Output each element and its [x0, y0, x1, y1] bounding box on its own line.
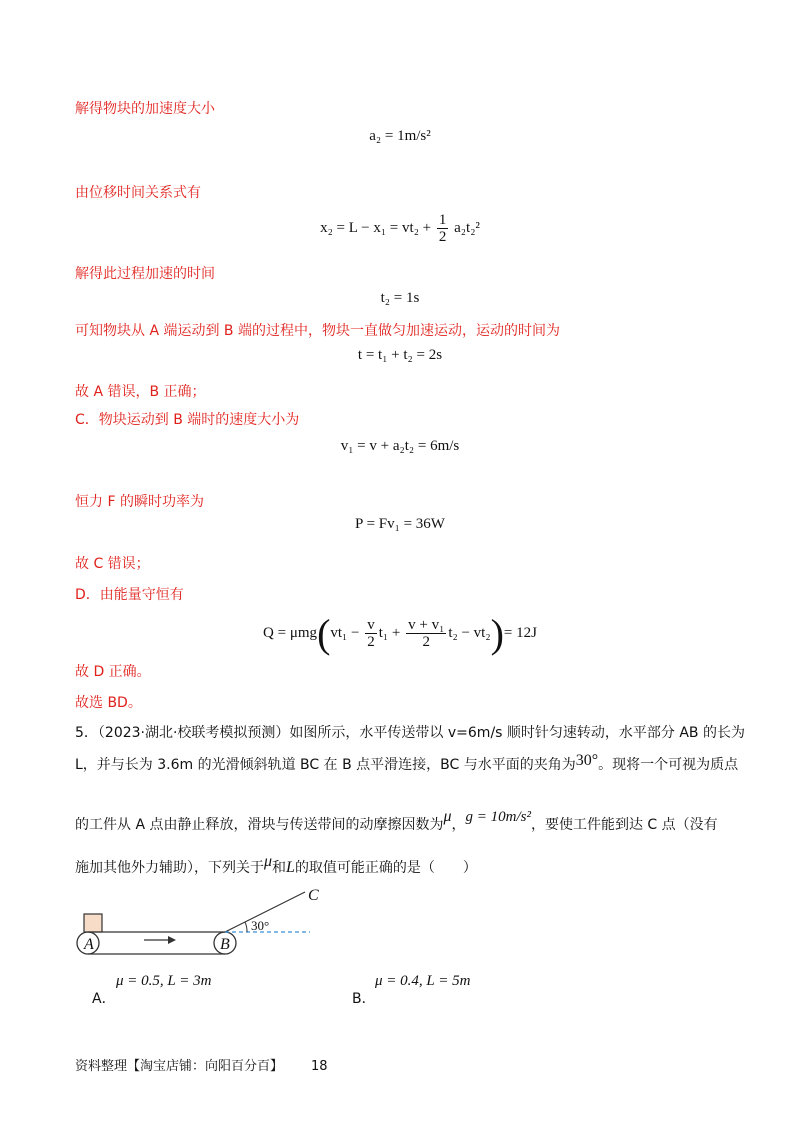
formula-p: P = Fv₁ = 36W [355, 516, 445, 532]
solution-line-11: 故选 BD。 [75, 695, 142, 711]
conveyor-diagram [70, 880, 340, 960]
solution-line-3: 解得此过程加速的时间 [75, 266, 215, 282]
g-value: g = 10m/s² [465, 809, 531, 825]
workpiece-block [84, 914, 102, 932]
formula-q-c: t₁ + [378, 624, 401, 641]
solution-line-4: 可知物块从 A 端运动到 B 端的过程中，物块一直做匀加速运动，运动的时间为 [75, 323, 560, 339]
formula-q-d: t₂ − vt₂ [448, 624, 491, 641]
page-footer [75, 1055, 328, 1074]
comma: ， [451, 817, 466, 833]
paren-right: ) [490, 611, 504, 656]
question-5-line-4c: 的取值可能正确的是（ ） [294, 860, 477, 876]
fraction-vv1-over-2 [406, 617, 446, 650]
question-5-line-3a: 的工件从 A 点由静止释放，滑块与传送带间的动摩擦因数为 [75, 817, 444, 833]
formula-v1: v₁ = v + a₂t₂ = 6m/s [340, 438, 460, 454]
formula-q [0, 610, 800, 657]
fraction-num: v [367, 617, 375, 633]
formula-t2: t₂ = 1s [380, 290, 420, 306]
formula-t: t = t₁ + t₂ = 2s [357, 347, 443, 363]
formula-x2-left: x₂ = L − x₁ = vt₂ + [320, 219, 432, 236]
motion-arrowhead [168, 936, 176, 944]
solution-line-5: 故 A 错误，B 正确； [75, 384, 206, 400]
solution-line-2: 由位移时间关系式有 [75, 185, 201, 201]
paren-left: ( [317, 611, 331, 656]
angle-30: 30° [575, 752, 599, 769]
question-5-line-4 [75, 852, 477, 878]
solution-line-10: 故 D 正确。 [75, 664, 151, 680]
choice-a-label[interactable]: A． [92, 991, 116, 1007]
choice-a-formula: μ = 0.5, L = 3m [116, 973, 212, 989]
question-5-line-2 [75, 751, 738, 775]
question-5-line-3b: ，要使工件能到达 C 点（没有 [530, 817, 718, 833]
formula-x2-right: a₂t₂² [454, 219, 480, 236]
question-5-line-1: 5．（2023·湖北·校联考模拟预测）如图所示，水平传送带以 v=6m/s 顺时针匀速转动，水平部分 AB 的长为 [75, 725, 745, 741]
page-number: 18 [311, 1059, 328, 1074]
solution-line-1: 解得物块的加速度大小 [75, 101, 215, 117]
formula-a2: a₂ = 1m/s² [369, 128, 431, 144]
angle-arc [245, 922, 247, 932]
formula-q-e: = 12J [503, 624, 537, 641]
formula-q-a: Q = μmg [263, 624, 318, 641]
solution-line-6: C．物块运动到 B 端时的速度大小为 [75, 412, 300, 428]
question-5-line-3 [75, 807, 718, 835]
fraction-half [437, 212, 449, 245]
mu-symbol: μ [443, 808, 452, 825]
question-5-line-4a: 施加其他外力辅助），下列关于 [75, 860, 264, 876]
fraction-num: 1 [438, 212, 447, 228]
label-angle: 30° [251, 918, 270, 933]
choice-b-formula: μ = 0.4, L = 5m [375, 973, 471, 989]
label-a: A [84, 936, 94, 953]
question-5-line-2b: 。现将一个可视为质点 [598, 757, 739, 773]
solution-line-8: 故 C 错误； [75, 556, 150, 572]
formula-q-b: vt₁ − [330, 624, 360, 641]
footer-source: 资料整理【淘宝店铺：向阳百分百】 [75, 1059, 284, 1074]
label-c: C [308, 887, 319, 904]
solution-line-9: D．由能量守恒有 [75, 587, 184, 603]
fraction-den: 2 [367, 634, 375, 650]
solution-line-7: 恒力 F 的瞬时功率为 [75, 494, 204, 510]
choice-b-label[interactable]: B． [352, 991, 376, 1007]
label-b: B [220, 936, 230, 953]
fraction-den: 2 [438, 229, 447, 245]
mu-symbol: μ [264, 853, 273, 870]
question-5-line-4b: 和 [272, 860, 287, 876]
l-symbol: L [286, 859, 295, 876]
question-5-line-2a: L，并与长为 3.6m 的光滑倾斜轨道 BC 在 B 点平滑连接，BC 与水平面的夹角为 [75, 757, 576, 773]
fraction-num: v + v₁ [408, 617, 445, 633]
fraction-den: 2 [422, 634, 430, 650]
fraction-v-over-2 [365, 617, 377, 650]
formula-x2 [0, 212, 800, 245]
